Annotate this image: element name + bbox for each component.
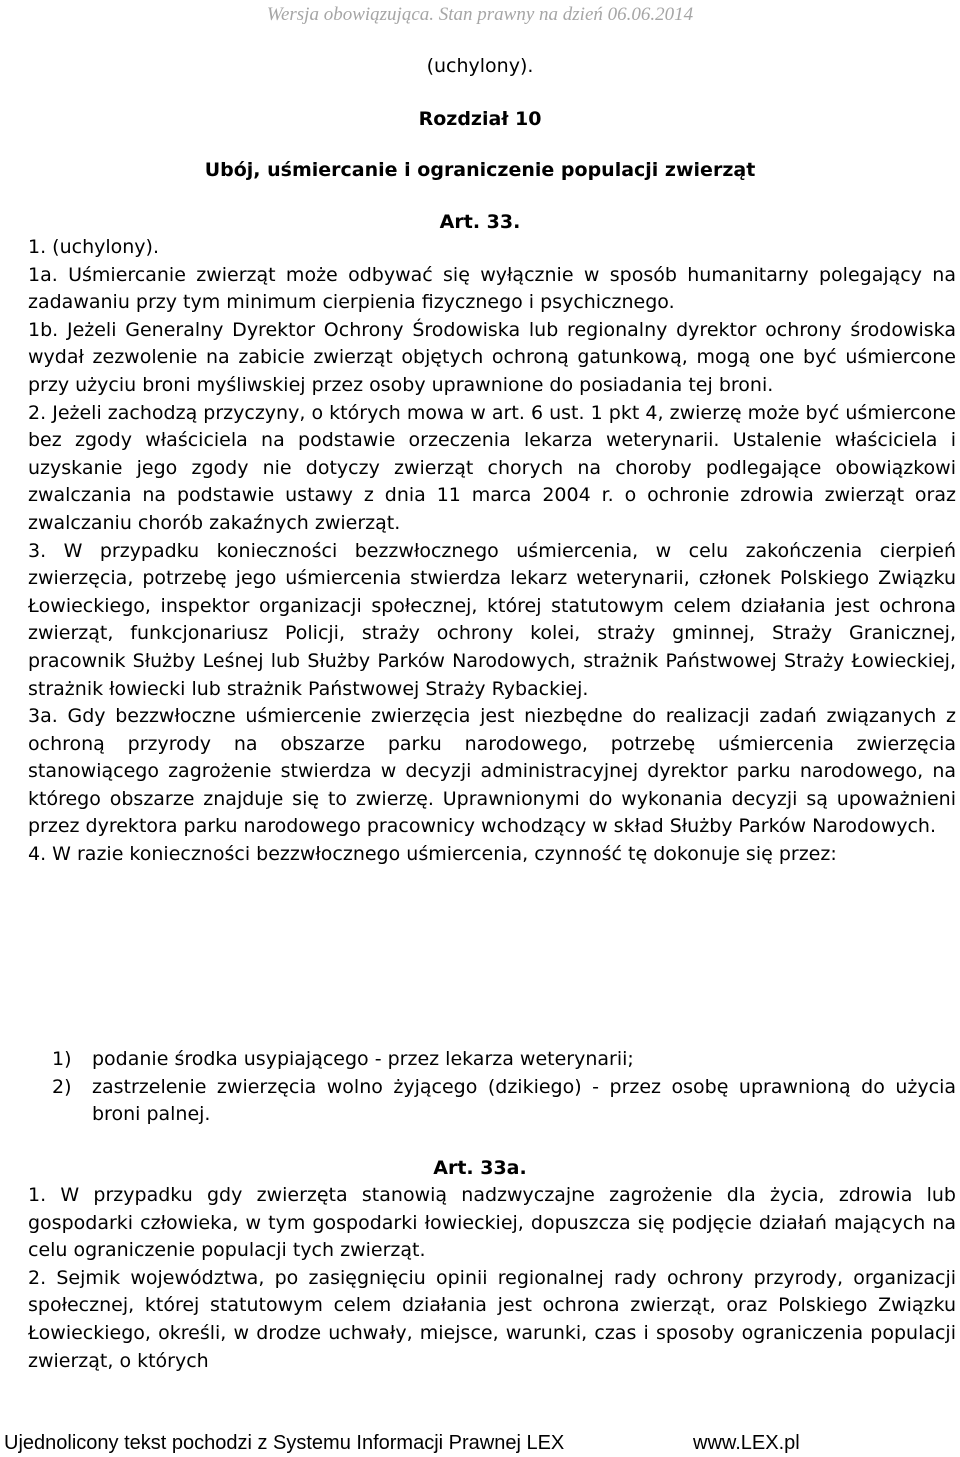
art33a-para-2: 2. Sejmik województwa, po zasięgnięciu opinii regionalnej rady ochrony przyrody, organizacji społecznej, której statutowym celem działania jest ochrona zwierząt, oraz Polskiego Związku Łowieckiego, określi, w drodze uchwały, miejsce, warunki, czas i sposoby ograniczenia populacji zwierząt, o których	[28, 1266, 956, 1372]
list-item-number: 2)	[52, 1075, 72, 1098]
art33-para-3: 3. W przypadku konieczności bezzwłocznego uśmiercenia, w celu zakończenia cierpień zwierzęcia, potrzebę jego uśmiercenia stwierdza lekarz weterynarii, członek Polskiego Związku Łowieckiego, inspektor organizacji społecznej, której statutowym celem działania jest ochrona zwierząt, funkcjonariusz Policji, straży ochrony kolei, straży gminnej, Straży Granicznej, pracownik Służby Leśnej lub Służby Parków Narodowych, strażnik Państwowej Straży Łowieckiej, strażnik łowiecki lub strażnik Państwowej Straży Rybackiej.	[28, 539, 956, 700]
art33-para-4: 4. W razie konieczności bezzwłocznego uśmiercenia, czynność tę dokonuje się przez:	[28, 843, 837, 866]
art33-para-1a: 1a. Uśmiercanie zwierząt może odbywać się wyłącznie w sposób humanitarny polegający na zadawaniu przy tym minimum cierpienia fizycznego i psychicznego.	[28, 263, 956, 314]
art33a-para-1: 1. W przypadku gdy zwierzęta stanowią nadzwyczajne zagrożenie dla życia, zdrowia lub gospodarki człowieka, w tym gospodarki łowieckiej, dopuszcza się podjęcie działań mających na celu ograniczenie populacji tych zwierząt.	[28, 1184, 956, 1262]
list-item-number: 1)	[52, 1048, 72, 1070]
chapter-number: Rozdział 10	[418, 108, 542, 130]
page-footer	[0, 1432, 960, 1457]
footer-source-text: Ujednolicony tekst pochodzi z Systemu Informacji Prawnej LEX	[4, 1432, 565, 1454]
list-item-text: zastrzelenie zwierzęcia wolno żyjącego (dzikiego) - przez osobę uprawnioną do użycia broni palnej.	[92, 1075, 956, 1126]
art33-para-2: 2. Jeżeli zachodzą przyczyny, o których mowa w art. 6 ust. 1 pkt 4, zwierzę może być uśmiercone bez zgody właściciela na podstawie orzeczenia lekarza weterynarii. Ustalenie właściciela i uzyskanie jego zgody nie dotyczy zwierząt chorych na choroby podlegające obowiązkowi zwalczania na podstawie ustawy z dnia 11 marca 2004 r. o ochronie zdrowia zwierząt oraz zwalczaniu chorób zakaźnych zwierząt.	[28, 401, 956, 534]
art33-para-3a: 3a. Gdy bezzwłoczne uśmiercenie zwierzęcia jest niezbędne do realizacji zadań związanych z ochroną przyrody na obszarze parku narodowego, potrzebę uśmiercenia zwierzęcia stanowiącego zagrożenie stwierdza w decyzji administracyjnej dyrektor parku narodowego, na którego obszarze znajduje się to zwierzę. Uprawnionymi do wykonania decyzji są upoważnieni przez dyrektora parku narodowego pracownicy wchodzący w skład Służby Parków Narodowych.	[28, 705, 956, 838]
article-33a-body	[28, 1182, 956, 1375]
page-header: Wersja obowiązująca. Stan prawny na dzień 06.06.2014	[266, 4, 694, 25]
article-33-heading: Art. 33.	[439, 211, 521, 233]
list-item	[28, 1046, 956, 1074]
art33-para-4-list	[28, 1046, 956, 1129]
list-item	[28, 1074, 956, 1129]
list-item-text: podanie środka usypiającego - przez lekarza weterynarii;	[92, 1048, 634, 1070]
repealed-note: (uchylony).	[426, 55, 534, 77]
art33-para-1: 1. (uchylony).	[28, 236, 159, 258]
art33-para-1b: 1b. Jeżeli Generalny Dyrektor Ochrony Środowiska lub regionalny dyrektor ochrony środowiska wydał zezwolenie na zabicie zwierząt objętych ochroną gatunkową, mogą one być uśmiercone przy użyciu broni myśliwskiej przez osoby uprawnione do posiadania tej broni.	[28, 318, 956, 396]
article-33-body	[28, 234, 956, 869]
article-33a-heading: Art. 33a.	[433, 1157, 527, 1179]
footer-link[interactable]: www.LEX.pl	[693, 1432, 800, 1454]
chapter-title: Ubój, uśmiercanie i ograniczenie populacji zwierząt	[204, 159, 756, 181]
